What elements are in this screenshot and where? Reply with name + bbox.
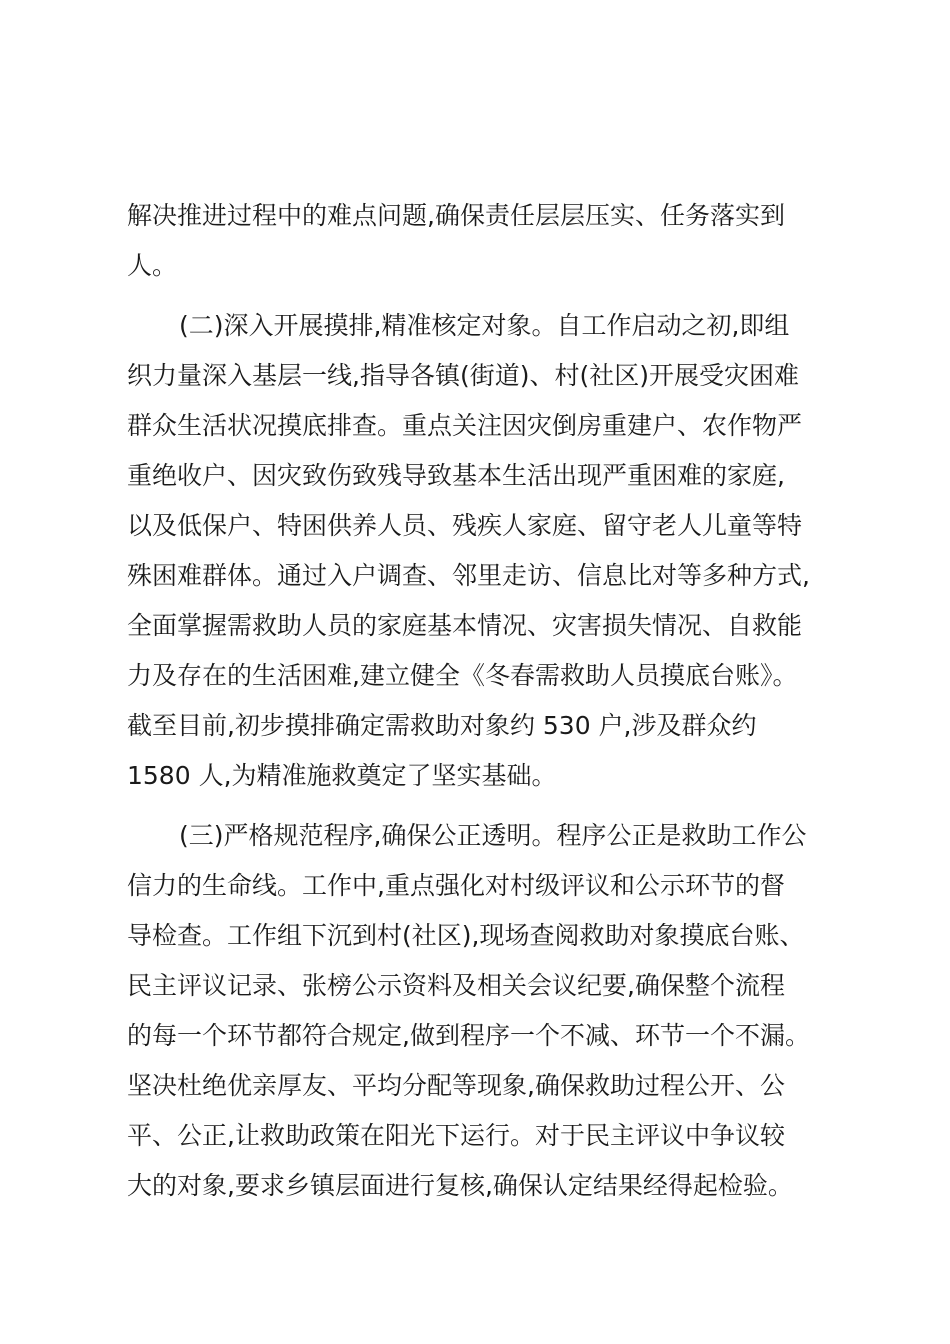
text-line: 织力量深入基层一线,指导各镇(街道)、村(社区)开展受灾困难 xyxy=(127,361,799,390)
text-line: 截至目前,初步摸排确定需救助对象约 530 户,涉及群众约 xyxy=(127,711,757,740)
text-line: 的每一个环节都符合规定,做到程序一个不减、环节一个不漏。 xyxy=(127,1021,810,1050)
text-line: 民主评议记录、张榜公示资料及相关会议纪要,确保整个流程 xyxy=(127,971,785,1000)
text-line: 1580 人,为精准施救奠定了坚实基础。 xyxy=(127,761,557,790)
text-line: 人。 xyxy=(127,251,178,280)
text-line: 殊困难群体。通过入户调查、邻里走访、信息比对等多种方式, xyxy=(127,561,810,590)
text-line: (二)深入开展摸排,精准核定对象。自工作启动之初,即组 xyxy=(179,311,790,340)
text-line: 大的对象,要求乡镇层面进行复核,确保认定结果经得起检验。 xyxy=(127,1171,793,1200)
text-line: 导检查。工作组下沉到村(社区),现场查阅救助对象摸底台账、 xyxy=(127,921,805,950)
paragraph-2 xyxy=(127,303,827,803)
text-line: 解决推进过程中的难点问题,确保责任层层压实、任务落实到 xyxy=(127,201,785,230)
text-line: 以及低保户、特困供养人员、残疾人家庭、留守老人儿童等特 xyxy=(127,511,803,540)
paragraph-gap xyxy=(127,803,827,813)
document-body xyxy=(127,193,827,1213)
text-line: (三)严格规范程序,确保公正透明。程序公正是救助工作公 xyxy=(179,821,807,850)
text-line: 群众生活状况摸底排查。重点关注因灾倒房重建户、农作物严 xyxy=(127,411,803,440)
paragraph-3 xyxy=(127,813,827,1213)
text-line: 平、公正,让救助政策在阳光下运行。对于民主评议中争议较 xyxy=(127,1121,785,1150)
text-line: 信力的生命线。工作中,重点强化对村级评议和公示环节的督 xyxy=(127,871,785,900)
paragraph-1 xyxy=(127,193,827,293)
text-line: 重绝收户、因灾致伤致残导致基本生活出现严重困难的家庭, xyxy=(127,461,785,490)
text-line: 全面掌握需救助人员的家庭基本情况、灾害损失情况、自救能 xyxy=(127,611,803,640)
paragraph-gap xyxy=(127,293,827,303)
text-line: 力及存在的生活困难,建立健全《冬春需救助人员摸底台账》。 xyxy=(127,661,798,690)
text-line: 坚决杜绝优亲厚友、平均分配等现象,确保救助过程公开、公 xyxy=(127,1071,785,1100)
